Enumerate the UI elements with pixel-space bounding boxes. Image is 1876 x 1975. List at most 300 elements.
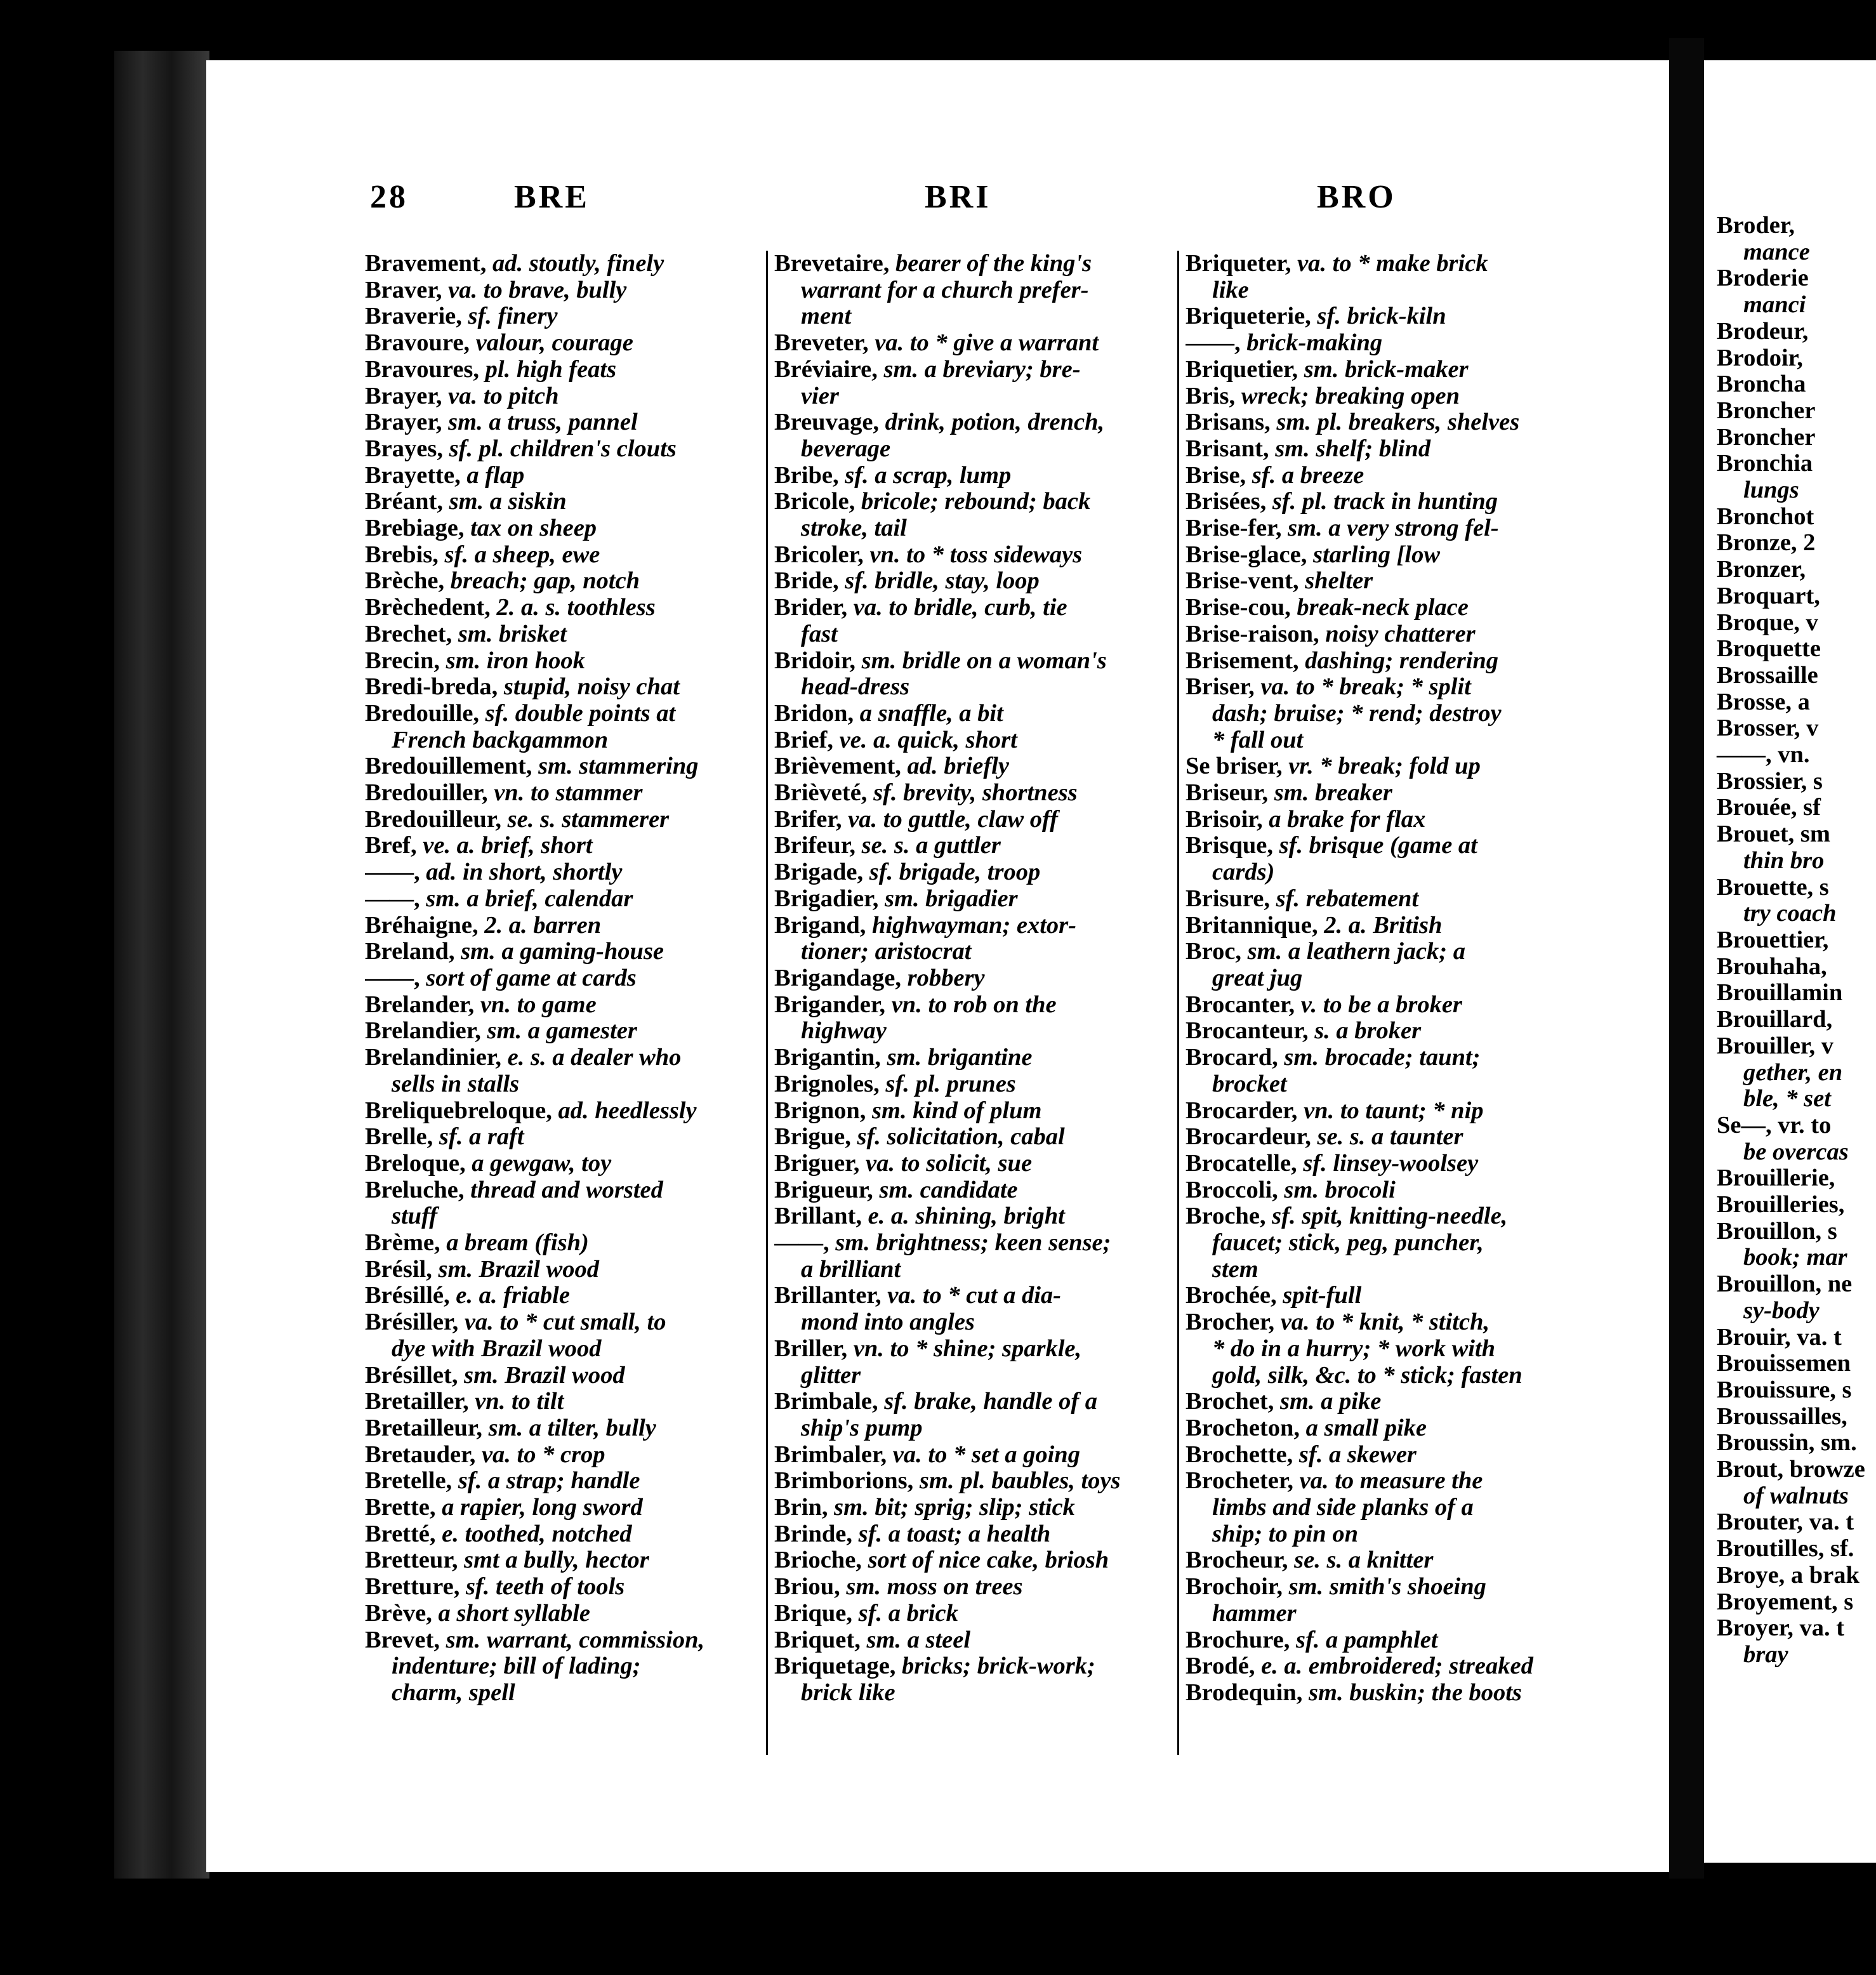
dictionary-entry — [1186, 1177, 1617, 1204]
definition: e. toothed, notched — [442, 1520, 632, 1547]
headword: Briqueter, — [1186, 251, 1298, 277]
entry-continuation — [774, 383, 1182, 410]
next-page-entry: Broutilles, sf. — [1717, 1535, 1854, 1562]
headword: Brochoir, — [1186, 1573, 1289, 1601]
definition: cards) — [1212, 859, 1275, 886]
column-left — [365, 251, 777, 1707]
book-spine — [114, 51, 209, 1879]
dictionary-entry — [365, 463, 777, 489]
next-page-entry: Broyement, s — [1717, 1588, 1854, 1615]
dictionary-entry — [774, 1283, 1182, 1309]
definition: sm. a very strong fel- — [1288, 515, 1499, 542]
definition: va. to * cut small, to — [464, 1309, 666, 1336]
dictionary-entry — [365, 1389, 777, 1415]
definition: sf. finery — [468, 303, 558, 330]
dictionary-entry — [1186, 939, 1617, 965]
dictionary-entry — [1186, 886, 1617, 913]
entry-continuation — [1186, 1601, 1617, 1627]
dictionary-entry — [1186, 383, 1617, 410]
definition: sm. iron hook — [446, 647, 585, 674]
definition: brick-making — [1246, 329, 1383, 357]
dictionary-entry — [365, 1601, 777, 1627]
headword: Bréviaire, — [774, 355, 884, 383]
dictionary-entry — [774, 1230, 1182, 1257]
headword: Brayer, — [365, 409, 449, 436]
next-page-entry: Se—, vr. to — [1717, 1111, 1832, 1139]
dictionary-entry — [774, 1574, 1182, 1601]
headword: Brocatelle, — [1186, 1149, 1304, 1177]
next-page-entry: Broussin, sm. — [1717, 1429, 1857, 1456]
headword: Brigantin, — [774, 1044, 887, 1071]
definition: va. to * cut a dia- — [887, 1282, 1061, 1309]
dictionary-entry — [774, 409, 1182, 436]
dictionary-entry — [774, 1336, 1182, 1363]
definition: brocket — [1212, 1070, 1287, 1097]
headword: Brillanter, — [774, 1282, 888, 1309]
dictionary-entry — [774, 1521, 1182, 1548]
definition: dye with Brazil wood — [392, 1335, 602, 1362]
dictionary-entry — [1186, 1442, 1617, 1469]
headword: Brise-vent, — [1186, 567, 1305, 595]
dictionary-entry — [774, 727, 1182, 754]
dictionary-entry — [365, 1151, 777, 1177]
entry-continuation — [1186, 1336, 1617, 1363]
definition: indenture; bill of lading; — [392, 1653, 641, 1680]
headword: Brigand, — [774, 911, 873, 939]
dictionary-entry — [774, 1203, 1182, 1230]
headword: Bredi-breda, — [365, 673, 504, 701]
definition: sm. stammering — [538, 753, 699, 780]
headword: Brocher, — [1186, 1309, 1281, 1336]
definition: like — [1212, 276, 1249, 303]
dictionary-entry — [365, 1521, 777, 1548]
dictionary-entry — [1186, 515, 1617, 542]
headword: Brette, — [365, 1494, 442, 1521]
dictionary-entry — [1186, 330, 1617, 357]
headword: Bravoures, — [365, 355, 486, 383]
headword: Brigandage, — [774, 964, 908, 991]
definition: noisy chatterer — [1325, 620, 1476, 647]
next-page-entry: Broquette — [1717, 635, 1821, 663]
definition: sm. brightness; keen sense; — [835, 1229, 1111, 1257]
definition: sm. brigantine — [887, 1044, 1033, 1071]
page-gutter — [1669, 38, 1704, 1879]
headword: Broccoli, — [1186, 1176, 1285, 1203]
headword: Brièvement, — [774, 753, 908, 780]
headword: Bredouilleur, — [365, 805, 508, 833]
headword: Brifer, — [774, 805, 849, 833]
definition: mond into angles — [801, 1309, 975, 1336]
headword: Briquetier, — [1186, 355, 1304, 383]
headword: Bridon, — [774, 699, 860, 727]
column-center — [774, 251, 1182, 1707]
dictionary-entry — [774, 542, 1182, 569]
definition: breach; gap, notch — [450, 567, 640, 595]
definition: bricole; rebound; back — [861, 488, 1091, 515]
definition: sm. bit; sprig; slip; stick — [834, 1494, 1075, 1521]
definition: sm. brisket — [458, 620, 567, 647]
dictionary-entry — [365, 1309, 777, 1336]
dictionary-entry — [365, 886, 777, 913]
definition: ad. stoutly, finely — [492, 251, 664, 277]
entry-continuation — [1186, 859, 1617, 886]
headword: Briller, — [774, 1335, 854, 1362]
next-page-entry: Brouilleries, — [1717, 1191, 1845, 1219]
headword: Brochée, — [1186, 1282, 1283, 1309]
dictionary-entry — [365, 965, 777, 992]
headword: Brigue, — [774, 1123, 857, 1151]
headword: ——, — [774, 1229, 836, 1257]
next-page-entry: Brouter, va. t — [1717, 1509, 1854, 1536]
headword: Bretailleur, — [365, 1414, 489, 1441]
headword: Brayes, — [365, 435, 449, 462]
headword: Brecin, — [365, 647, 446, 674]
next-page-entry: Brouée, sf — [1717, 794, 1821, 821]
definition: sm. a siskin — [449, 488, 567, 515]
dictionary-entry — [774, 992, 1182, 1019]
dictionary-entry — [365, 251, 777, 277]
dictionary-entry — [1186, 1045, 1617, 1071]
entry-continuation — [365, 1653, 777, 1680]
headword: Bredouille, — [365, 699, 486, 727]
entry-continuation — [774, 1309, 1182, 1336]
next-page-entry: Brouillon, ne — [1717, 1271, 1853, 1298]
next-page-entry: Brout, browze — [1717, 1456, 1865, 1483]
definition: highwayman; extor- — [872, 911, 1076, 939]
definition: sf. brick-kiln — [1317, 303, 1446, 330]
headword: Brise, — [1186, 461, 1252, 489]
definition: robbery — [907, 964, 985, 991]
definition: dashing; rendering — [1305, 647, 1499, 674]
definition: sort of nice cake, briosh — [868, 1547, 1109, 1574]
definition: sm. a gamester — [487, 1017, 637, 1045]
headword: Bref, — [365, 832, 423, 859]
headword: Brisure, — [1186, 885, 1276, 912]
definition: gold, silk, &c. to * stick; fasten — [1212, 1361, 1523, 1389]
next-page-entry: Brouet, sm — [1717, 821, 1830, 848]
definition: sm. brigadier — [884, 885, 1018, 912]
definition: sort of game at cards — [426, 964, 637, 991]
definition: se. s. a knitter — [1294, 1547, 1434, 1574]
headword: Bretté, — [365, 1520, 442, 1547]
definition: a gewgaw, toy — [472, 1149, 612, 1177]
entry-continuation — [365, 1071, 777, 1098]
headword: Braverie, — [365, 303, 468, 330]
dictionary-entry — [1186, 595, 1617, 621]
definition: sf. a scrap, lump — [845, 461, 1012, 489]
definition: vn. to * toss sideways — [869, 541, 1083, 568]
definition: * do in a hurry; * work with — [1212, 1335, 1496, 1362]
headword: Brocanteur, — [1186, 1017, 1315, 1045]
definition: sm. candidate — [879, 1176, 1018, 1203]
dictionary-entry — [365, 357, 777, 383]
headword: Brignon, — [774, 1097, 873, 1124]
next-page-entry: bray — [1743, 1641, 1788, 1668]
definition: wreck; breaking open — [1241, 382, 1460, 409]
definition: va. to bridle, curb, tie — [853, 594, 1067, 621]
headword: Bretture, — [365, 1573, 466, 1601]
definition: sf. a sheep, ewe — [444, 541, 600, 568]
dictionary-entry — [774, 1124, 1182, 1151]
dictionary-entry — [365, 913, 777, 939]
dictionary-entry — [365, 1283, 777, 1309]
definition: 2. a. s. toothless — [496, 594, 656, 621]
dictionary-entry — [774, 1389, 1182, 1415]
headword: Brigade, — [774, 859, 869, 886]
definition: sf. a brick — [858, 1599, 958, 1627]
headword: Brisoir, — [1186, 805, 1269, 833]
definition: va. to * set a going — [892, 1441, 1080, 1468]
dictionary-entry — [365, 277, 777, 304]
definition: a snaffle, a bit — [859, 699, 1003, 727]
headword: Brocheur, — [1186, 1547, 1295, 1574]
headword: Britannique, — [1186, 911, 1324, 939]
headword: Briguer, — [774, 1149, 866, 1177]
definition: sm. a breviary; bre- — [883, 355, 1081, 383]
definition: starling [low — [1312, 541, 1441, 568]
headword: Briou, — [774, 1573, 847, 1601]
dictionary-entry — [365, 383, 777, 410]
dictionary-entry — [365, 992, 777, 1019]
definition: sf. linsey-woolsey — [1303, 1149, 1479, 1177]
headword: Bretauder, — [365, 1441, 482, 1468]
dictionary-entry — [1186, 1124, 1617, 1151]
dictionary-entry — [1186, 1468, 1617, 1495]
headword: Brique, — [774, 1599, 859, 1627]
dictionary-entry — [365, 330, 777, 357]
headword: Brisant, — [1186, 435, 1276, 462]
headword: Broc, — [1186, 938, 1248, 965]
next-page-entry: gether, en — [1743, 1059, 1843, 1086]
headword: Bride, — [774, 567, 845, 595]
dictionary-entry — [1186, 833, 1617, 859]
entry-continuation — [365, 1336, 777, 1363]
next-page-entry: Brouettier, — [1717, 926, 1829, 953]
definition: se. s. a guttler — [861, 832, 1001, 859]
dictionary-entry — [774, 1601, 1182, 1627]
next-page-entry: Broyer, va. t — [1717, 1615, 1845, 1642]
dictionary-entry — [1186, 807, 1617, 833]
next-page-entry: Bronchia — [1717, 450, 1813, 477]
next-page-entry: be overcas — [1743, 1138, 1849, 1165]
definition: 2. a. barren — [484, 911, 602, 939]
definition: brick like — [801, 1679, 895, 1706]
headword: Brise-cou, — [1186, 594, 1297, 621]
headword: Brise-raison, — [1186, 620, 1326, 647]
headword: Bris, — [1186, 382, 1241, 409]
definition: vn. to * shine; sparkle, — [853, 1335, 1082, 1362]
next-page-entry: Brouissure, s — [1717, 1376, 1852, 1403]
headword: Brise-glace, — [1186, 541, 1313, 568]
dictionary-entry — [774, 807, 1182, 833]
headword: Brésillé, — [365, 1282, 456, 1309]
definition: sm. brocade; taunt; — [1284, 1044, 1481, 1071]
definition: vn. to game — [480, 991, 597, 1018]
headword: Bravement, — [365, 251, 492, 277]
headword: Brièveté, — [774, 779, 874, 807]
headword: Brocheton, — [1186, 1414, 1306, 1441]
next-page-entry: Broye, a brak — [1717, 1561, 1859, 1589]
headword: Brésiller, — [365, 1309, 465, 1336]
next-page-entry: thin bro — [1743, 847, 1825, 874]
headword: Brimborions, — [774, 1467, 920, 1495]
dictionary-page — [206, 60, 1669, 1872]
headword: ——, — [365, 859, 426, 886]
definition: beverage — [801, 435, 891, 462]
next-page-entry: Broderie — [1717, 265, 1809, 292]
definition: sm. bridle on a woman's — [861, 647, 1107, 674]
definition: e. a. shining, bright — [868, 1203, 1065, 1230]
next-page-entry: Brouissemen — [1717, 1350, 1851, 1377]
definition: vn. to rob on the — [891, 991, 1057, 1018]
next-page-entry: Brouiller, v — [1717, 1032, 1833, 1059]
definition: ship; to pin on — [1212, 1520, 1359, 1547]
definition: stupid, noisy chat — [503, 673, 680, 701]
definition: ad. briefly — [907, 753, 1009, 780]
definition: sf. a toast; a health — [858, 1520, 1051, 1547]
headword: ——, — [1186, 329, 1247, 357]
dictionary-entry — [365, 833, 777, 859]
definition: sm. brick-maker — [1304, 355, 1469, 383]
headword: Bretailler, — [365, 1388, 475, 1415]
dictionary-entry — [1186, 913, 1617, 939]
next-page-entry: Broussailles, — [1717, 1403, 1847, 1430]
dictionary-entry — [774, 913, 1182, 939]
dictionary-entry — [774, 1468, 1182, 1495]
dictionary-entry — [365, 542, 777, 569]
next-page-entry: Brouillerie, — [1717, 1165, 1835, 1192]
dictionary-entry — [1186, 1653, 1617, 1680]
next-page-entry: Bronzer, — [1717, 556, 1806, 583]
dictionary-entry — [774, 463, 1182, 489]
headword: Brevet, — [365, 1626, 446, 1653]
next-page-entry: Brouhaha, — [1717, 953, 1827, 980]
definition: va. to * make brick — [1297, 251, 1488, 277]
definition: sf. brigade, troop — [869, 859, 1041, 886]
definition: va. to * give a warrant — [875, 329, 1099, 357]
headword: Brevetaire, — [774, 251, 895, 277]
dictionary-entry — [774, 489, 1182, 515]
headword: Brème, — [365, 1229, 447, 1257]
dictionary-entry — [1186, 1415, 1617, 1442]
definition: glitter — [801, 1361, 861, 1389]
definition: a rapier, long sword — [442, 1494, 643, 1521]
definition: vn. to taunt; * nip — [1304, 1097, 1484, 1124]
dictionary-entry — [365, 1098, 777, 1125]
dictionary-entry — [1186, 1203, 1617, 1230]
headword: Brider, — [774, 594, 854, 621]
headword: Bricoler, — [774, 541, 870, 568]
next-page-entry: Brosser, v — [1717, 715, 1819, 742]
entry-continuation — [774, 1415, 1182, 1442]
dictionary-entry — [1186, 1151, 1617, 1177]
definition: sm. smith's shoeing — [1288, 1573, 1486, 1601]
definition: shelter — [1305, 567, 1373, 595]
definition: stroke, tail — [801, 515, 907, 542]
headword: Brignoles, — [774, 1070, 886, 1097]
definition: a short syllable — [438, 1599, 591, 1627]
next-page-entry: sy-body — [1743, 1297, 1820, 1324]
definition: great jug — [1212, 964, 1303, 991]
next-page-edge — [1704, 60, 1876, 1863]
headword: Brodequin, — [1186, 1679, 1309, 1706]
dictionary-entry — [1186, 1574, 1617, 1601]
definition: sm. pl. breakers, shelves — [1276, 409, 1520, 436]
entry-continuation — [774, 674, 1182, 701]
next-page-entry: lungs — [1743, 477, 1799, 504]
headword: Brésil, — [365, 1255, 439, 1283]
dictionary-entry — [1186, 1283, 1617, 1309]
definition: e. a. friable — [456, 1282, 570, 1309]
dictionary-entry — [365, 409, 777, 436]
headword: Breland, — [365, 938, 461, 965]
next-page-entry: Brodeur, — [1717, 317, 1809, 345]
entry-continuation — [1186, 1521, 1617, 1548]
column-right — [1186, 251, 1617, 1707]
next-page-entry: Brouette, s — [1717, 873, 1829, 901]
dictionary-entry — [1186, 568, 1617, 595]
definition: sf. rebatement — [1276, 885, 1419, 912]
definition: s. a broker — [1314, 1017, 1422, 1045]
entry-continuation — [1186, 727, 1617, 754]
dictionary-entry — [1186, 648, 1617, 675]
definition: sf. bridle, stay, loop — [845, 567, 1040, 595]
headword: Brelle, — [365, 1123, 439, 1151]
headword: Brodé, — [1186, 1653, 1262, 1680]
definition: sm. a tilter, bully — [488, 1414, 656, 1441]
headword: Briseur, — [1186, 779, 1274, 807]
dictionary-entry — [1186, 1547, 1617, 1574]
dictionary-entry — [365, 807, 777, 833]
dictionary-entry — [774, 1627, 1182, 1654]
headword: Brayer, — [365, 382, 449, 409]
dictionary-entry — [774, 1098, 1182, 1125]
definition: vn. to tilt — [475, 1388, 564, 1415]
entry-continuation — [365, 727, 777, 754]
dictionary-entry — [365, 1230, 777, 1257]
entry-continuation — [1186, 701, 1617, 727]
headword: Broche, — [1186, 1203, 1272, 1230]
definition: * fall out — [1212, 726, 1304, 753]
dictionary-entry — [1186, 357, 1617, 383]
definition: ment — [801, 303, 852, 330]
headword: Brève, — [365, 1599, 439, 1627]
definition: va. to brave, bully — [448, 276, 627, 303]
dictionary-entry — [774, 753, 1182, 780]
definition: va. to solicit, sue — [866, 1149, 1033, 1177]
definition: thread and worsted — [470, 1176, 663, 1203]
headword: Briquetage, — [774, 1653, 902, 1680]
headword: Brayette, — [365, 461, 467, 489]
dictionary-entry — [365, 436, 777, 463]
next-page-entry: Brouillon, s — [1717, 1217, 1837, 1245]
next-page-entry: Brouillard, — [1717, 1006, 1833, 1033]
definition: sm. moss on trees — [846, 1573, 1023, 1601]
definition: valour, courage — [475, 329, 633, 357]
headword: Brelandinier, — [365, 1044, 508, 1071]
dictionary-entry — [1186, 489, 1617, 515]
headword: Brifeur, — [774, 832, 862, 859]
definition: sm. warrant, commission, — [446, 1626, 705, 1653]
headword: Brocardeur, — [1186, 1123, 1318, 1151]
next-page-entry: Brossaille — [1717, 661, 1818, 689]
entry-continuation — [774, 621, 1182, 648]
dictionary-entry — [365, 674, 777, 701]
headword: Breveter, — [774, 329, 875, 357]
dictionary-entry — [774, 1071, 1182, 1098]
dictionary-entry — [1186, 780, 1617, 807]
next-page-entry: ——, vn. — [1717, 741, 1810, 769]
